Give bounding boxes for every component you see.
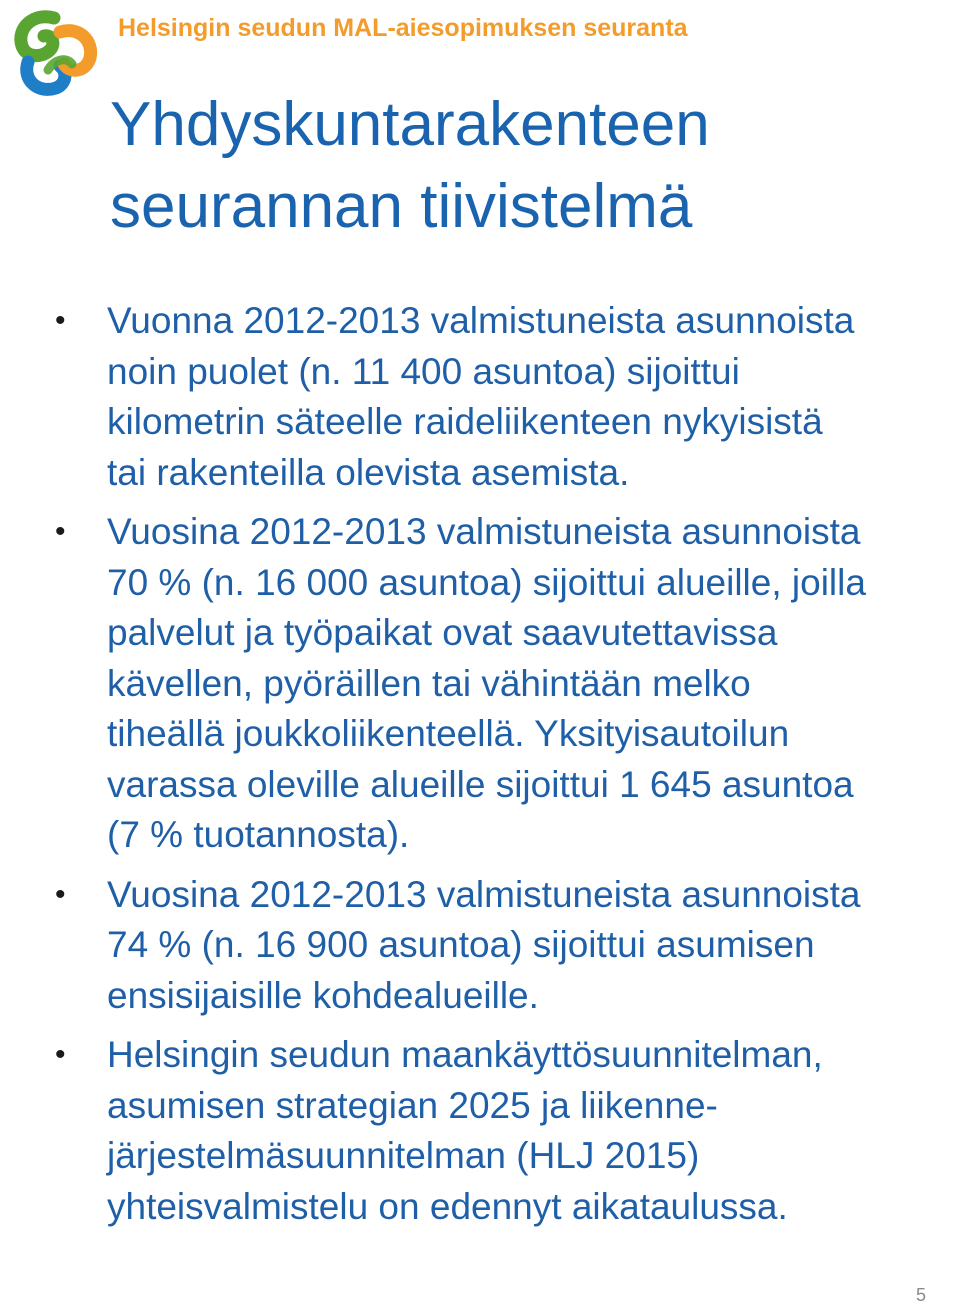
bullet-line: noin puolet (n. 11 400 asuntoa) sijoittui [107,350,740,392]
page-title-line: seurannan tiivistelmä [110,172,693,241]
bullet-line: kävellen, pyöräillen tai vähintään melko [107,662,751,704]
bullet-line: varassa oleville alueille sijoittui 1 645 asuntoa [107,763,854,805]
bullet-dot-icon: • [55,877,66,911]
summary-bullet-item [0,1030,960,1232]
page-title-line: Yhdyskuntarakenteen [110,90,710,159]
bullet-line: palvelut ja työpaikat ovat saavutettavissa [107,612,778,653]
bullet-line: 70 % (n. 16 000 asuntoa) sijoittui alueille, joilla [107,561,866,603]
bullet-text [107,507,954,861]
bullet-dot-icon: • [55,1038,66,1071]
bullet-dot-icon: • [55,304,66,337]
page-number: 5 [915,1285,926,1305]
bullet-line: ensisijaisille kohdealueille. [107,974,539,1016]
bullet-line: tai rakenteilla olevista asemista. [107,451,630,493]
header-title: Helsingin seudun MAL-aiesopimuksen seuranta [118,14,688,42]
bullet-line: tiheällä joukkoliikenteellä. Yksityisautoilun [107,713,790,754]
summary-bullet-item [0,507,960,861]
bullet-line: Vuosina 2012-2013 valmistuneista asunnoista [107,873,861,915]
bullet-line: Vuonna 2012-2013 valmistuneista asunnoista [107,300,855,341]
bullet-text [107,296,954,498]
bullet-line: järjestelmäsuunnitelman (HLJ 2015) [107,1135,700,1176]
summary-bullet-item [0,296,960,498]
bullet-text [107,1030,954,1232]
bullet-text [107,870,954,1022]
bullet-dot-icon: • [55,515,66,548]
bullet-line: asumisen strategian 2025 ja liikenne- [107,1084,718,1126]
bullet-line: (7 % tuotannosta). [107,814,410,855]
summary-bullet-list [0,296,960,1241]
summary-bullet-item [0,870,960,1022]
bullet-line: Vuosina 2012-2013 valmistuneista asunnoista [107,511,861,552]
bullet-line: yhteisvalmistelu on edennyt aikataulussa. [107,1185,788,1227]
page-title [110,84,710,248]
mal-logo-icon [8,6,100,98]
bullet-line: kilometrin säteelle raideliikenteen nykyisistä [107,401,823,442]
bullet-line: 74 % (n. 16 900 asuntoa) sijoittui asumisen [107,924,815,965]
bullet-line: Helsingin seudun maankäyttösuunnitelman, [107,1034,823,1075]
